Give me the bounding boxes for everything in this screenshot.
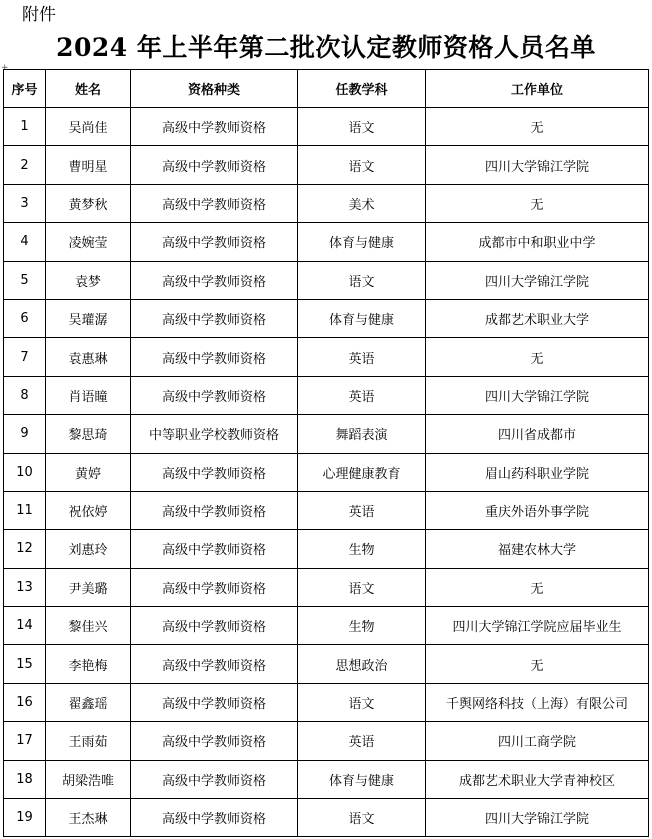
table-header-row [4,70,649,108]
cell-seq: 10 [4,453,46,491]
cell-qualification: 高级中学教师资格 [131,645,298,683]
cell-seq: 17 [4,722,46,760]
cell-qualification: 高级中学教师资格 [131,722,298,760]
cell-workplace: 成都艺术职业大学 [426,299,649,337]
cell-name: 胡梁浩唯 [46,760,131,798]
table-row [4,568,649,606]
table-row [4,607,649,645]
cell-qualification: 高级中学教师资格 [131,108,298,146]
teacher-qualification-table [3,69,649,837]
cell-workplace: 无 [426,184,649,222]
attachment-label: 附件 [22,5,56,25]
cell-name: 曹明星 [46,146,131,184]
cell-seq: 16 [4,683,46,721]
header-workplace: 工作单位 [426,70,649,108]
cell-qualification: 高级中学教师资格 [131,683,298,721]
cell-workplace: 四川大学锦江学院 [426,261,649,299]
cell-seq: 15 [4,645,46,683]
cell-qualification: 高级中学教师资格 [131,799,298,837]
cell-qualification: 高级中学教师资格 [131,184,298,222]
cell-qualification: 高级中学教师资格 [131,146,298,184]
cell-subject: 语文 [298,683,426,721]
cell-workplace: 无 [426,108,649,146]
cell-subject: 体育与健康 [298,223,426,261]
cell-qualification: 高级中学教师资格 [131,491,298,529]
table-row [4,146,649,184]
cell-name: 王雨茹 [46,722,131,760]
cell-name: 凌婉莹 [46,223,131,261]
table-move-handle[interactable]: + [1,63,9,73]
cell-qualification: 高级中学教师资格 [131,376,298,414]
cell-name: 刘惠玲 [46,530,131,568]
cell-name: 黎佳兴 [46,607,131,645]
cell-seq: 4 [4,223,46,261]
cell-qualification: 高级中学教师资格 [131,530,298,568]
cell-seq: 13 [4,568,46,606]
cell-seq: 3 [4,184,46,222]
cell-name: 袁梦 [46,261,131,299]
cell-subject: 语文 [298,799,426,837]
header-subject: 任教学科 [298,70,426,108]
cell-subject: 英语 [298,722,426,760]
table-row [4,491,649,529]
cell-name: 袁惠琳 [46,338,131,376]
cell-name: 翟鑫瑶 [46,683,131,721]
cell-workplace: 眉山药科职业学院 [426,453,649,491]
cell-workplace: 四川省成都市 [426,415,649,453]
cell-name: 吴瓘潺 [46,299,131,337]
cell-name: 黄梦秋 [46,184,131,222]
cell-subject: 语文 [298,568,426,606]
cell-seq: 1 [4,108,46,146]
table-row [4,645,649,683]
cell-subject: 思想政治 [298,645,426,683]
table-row [4,299,649,337]
cell-workplace: 成都艺术职业大学青神校区 [426,760,649,798]
cell-qualification: 中等职业学校教师资格 [131,415,298,453]
cell-qualification: 高级中学教师资格 [131,261,298,299]
cell-name: 吴尚佳 [46,108,131,146]
header-qualification: 资格种类 [131,70,298,108]
cell-workplace: 无 [426,568,649,606]
header-name: 姓名 [46,70,131,108]
cell-qualification: 高级中学教师资格 [131,607,298,645]
table-row [4,530,649,568]
cell-qualification: 高级中学教师资格 [131,760,298,798]
cell-workplace: 四川大学锦江学院应届毕业生 [426,607,649,645]
cell-workplace: 四川大学锦江学院 [426,376,649,414]
cell-workplace: 千舆网络科技（上海）有限公司 [426,683,649,721]
cell-subject: 英语 [298,376,426,414]
cell-qualification: 高级中学教师资格 [131,299,298,337]
cell-name: 黄婷 [46,453,131,491]
cell-workplace: 成都市中和职业中学 [426,223,649,261]
cell-subject: 生物 [298,607,426,645]
table-row [4,184,649,222]
table-row [4,722,649,760]
cell-seq: 12 [4,530,46,568]
cell-subject: 体育与健康 [298,760,426,798]
table-row [4,453,649,491]
table-row [4,683,649,721]
cell-name: 肖语瞳 [46,376,131,414]
cell-seq: 11 [4,491,46,529]
table-row [4,415,649,453]
cell-seq: 2 [4,146,46,184]
cell-workplace: 无 [426,338,649,376]
cell-subject: 语文 [298,146,426,184]
cell-seq: 14 [4,607,46,645]
cell-seq: 19 [4,799,46,837]
cell-name: 李艳梅 [46,645,131,683]
table-row [4,338,649,376]
cell-name: 王杰琳 [46,799,131,837]
cell-qualification: 高级中学教师资格 [131,568,298,606]
cell-seq: 6 [4,299,46,337]
cell-seq: 18 [4,760,46,798]
cell-workplace: 福建农林大学 [426,530,649,568]
cell-name: 尹美璐 [46,568,131,606]
cell-workplace: 无 [426,645,649,683]
cell-workplace: 重庆外语外事学院 [426,491,649,529]
cell-subject: 体育与健康 [298,299,426,337]
cell-subject: 心理健康教育 [298,453,426,491]
cell-name: 黎思琦 [46,415,131,453]
cell-seq: 8 [4,376,46,414]
page-title: 2024 年上半年第二批次认定教师资格人员名单 [56,33,596,62]
cell-seq: 7 [4,338,46,376]
cell-seq: 5 [4,261,46,299]
table-row [4,223,649,261]
cell-subject: 生物 [298,530,426,568]
cell-subject: 英语 [298,491,426,529]
cell-workplace: 四川工商学院 [426,722,649,760]
cell-seq: 9 [4,415,46,453]
header-seq: 序号 [4,70,46,108]
table-row [4,760,649,798]
cell-workplace: 四川大学锦江学院 [426,799,649,837]
cell-subject: 舞蹈表演 [298,415,426,453]
table-row [4,108,649,146]
cell-subject: 语文 [298,108,426,146]
table-row [4,799,649,837]
cell-name: 祝依婷 [46,491,131,529]
cell-qualification: 高级中学教师资格 [131,338,298,376]
cell-qualification: 高级中学教师资格 [131,453,298,491]
cell-qualification: 高级中学教师资格 [131,223,298,261]
table-row [4,376,649,414]
cell-subject: 英语 [298,338,426,376]
table-row [4,261,649,299]
cell-subject: 美术 [298,184,426,222]
cell-workplace: 四川大学锦江学院 [426,146,649,184]
cell-subject: 语文 [298,261,426,299]
